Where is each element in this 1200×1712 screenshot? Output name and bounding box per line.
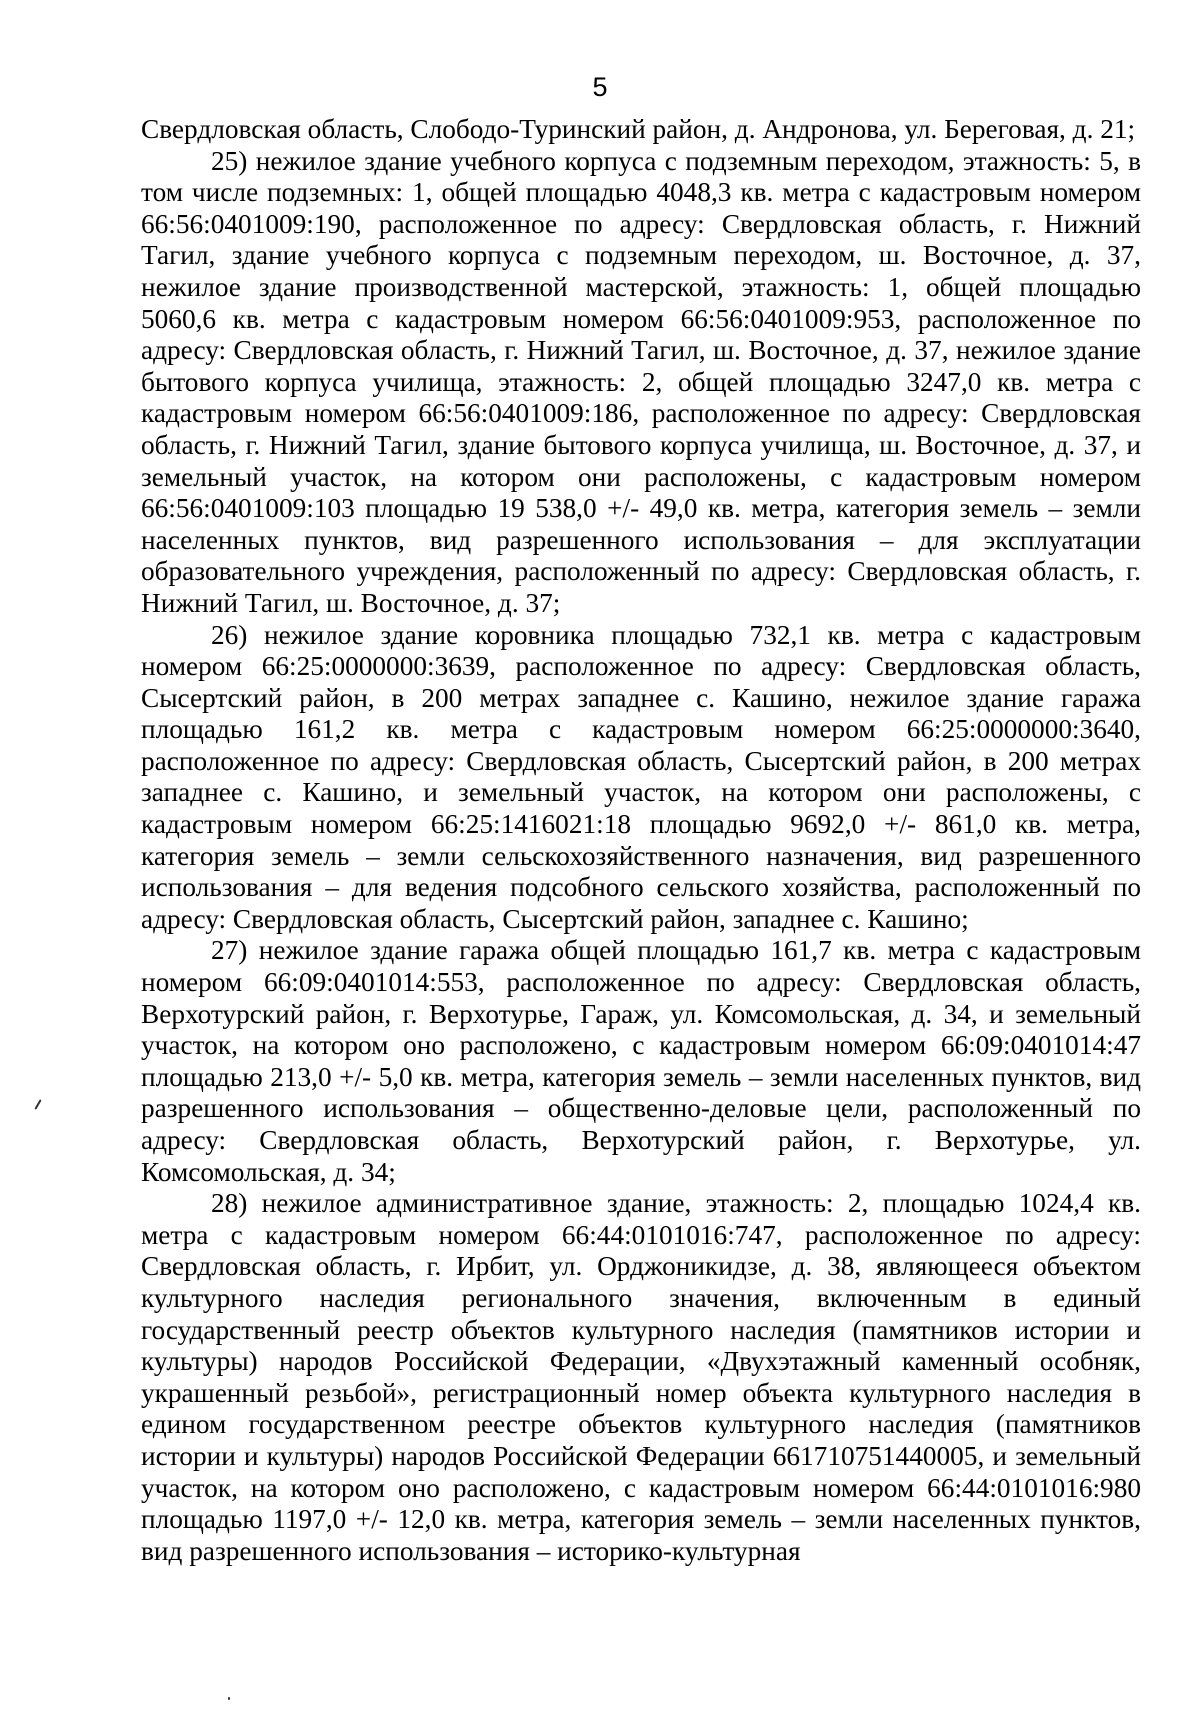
scan-mark-left xyxy=(34,1099,41,1110)
list-item-27: 27) нежилое здание гаража общей площадью 161,7 кв. метра с кадастровым номером 66:09:0401014:553, расположенное по адресу: Свердловская область, Верхотурский район, г. Верхотурье, Гараж, ул. Комсомольская, д. 34, и земельный участок, на котором оно расположено, с кадастровым номером 66:09:0401014:47 площадью 213,0 +/- 5,0 кв. метра, категория земель – земли населенных пунктов, вид разрешенного использования – общественно-деловые цели, расположенный по адресу: Свердловская область, Верхотурский район, г. Верхотурье, ул. Комсомольская, д. 34; xyxy=(141,935,1141,1187)
page-number: 5 xyxy=(592,72,608,102)
paragraph-continuation: Свердловская область, Слободо-Туринский район, д. Андронова, ул. Береговая, д. 21; xyxy=(141,114,1136,144)
scan-mark-bottom xyxy=(228,1697,230,1700)
list-item-26: 26) нежилое здание коровника площадью 732,1 кв. метра с кадастровым номером 66:25:0000000:3639, расположенное по адресу: Свердловская область, Сысертский район, в 200 метрах западнее с. Кашино, нежилое здание гаража площадью 161,2 кв. метра с кадастровым номером 66:25:0000000:3640, расположенное по адресу: Свердловская область, Сысертский район, в 200 метрах западнее с. Кашино, и земельный участок, на котором они расположены, с кадастровым номером 66:25:1416021:18 площадью 9692,0 +/- 861,0 кв. метра, категория земель – земли сельскохозяйственного назначения, вид разрешенного использования – для ведения подсобного сельского хозяйства, расположенный по адресу: Свердловская область, Сысертский район, западнее с. Кашино; xyxy=(141,619,1141,934)
document-body xyxy=(141,114,1141,1567)
list-item-25: 25) нежилое здание учебного корпуса с подземным переходом, этажность: 5, в том числе подземных: 1, общей площадью 4048,3 кв. метра с кадастровым номером 66:56:0401009:190, расположенное по адресу: Свердловская область, г. Нижний Тагил, здание учебного корпуса с подземным переходом, ш. Восточное, д. 37, нежилое здание производственной мастерской, этажность: 1, общей площадью 5060,6 кв. метра с кадастровым номером 66:56:0401009:953, расположенное по адресу: Свердловская область, г. Нижний Тагил, ш. Восточное, д. 37, нежилое здание бытового корпуса училища, этажность: 2, общей площадью 3247,0 кв. метра с кадастровым номером 66:56:0401009:186, расположенное по адресу: Свердловская область, г. Нижний Тагил, здание бытового корпуса училища, ш. Восточное, д. 37, и земельный участок, на котором они расположены, с кадастровым номером 66:56:0401009:103 площадью 19 538,0 +/- 49,0 кв. метра, категория земель – земли населенных пунктов, вид разрешенного использования – для эксплуатации образовательного учреждения, расположенный по адресу: Свердловская область, г. Нижний Тагил, ш. Восточное, д. 37; xyxy=(141,145,1141,618)
list-item-28: 28) нежилое административное здание, этажность: 2, площадью 1024,4 кв. метра с кадастровым номером 66:44:0101016:747, расположенное по адресу: Свердловская область, г. Ирбит, ул. Орджоникидзе, д. 38, являющееся объектом культурного наследия регионального значения, включенным в единый государственный реестр объектов культурного наследия (памятников истории и культуры) народов Российской Федерации, «Двухэтажный каменный особняк, украшенный резьбой», регистрационный номер объекта культурного наследия в едином государственном реестре объектов культурного наследия (памятников истории и культуры) народов Российской Федерации 661710751440005, и земельный участок, на котором оно расположено, с кадастровым номером 66:44:0101016:980 площадью 1197,0 +/- 12,0 кв. метра, категория земель – земли населенных пунктов, вид разрешенного использования – историко-культурная xyxy=(141,1188,1141,1566)
